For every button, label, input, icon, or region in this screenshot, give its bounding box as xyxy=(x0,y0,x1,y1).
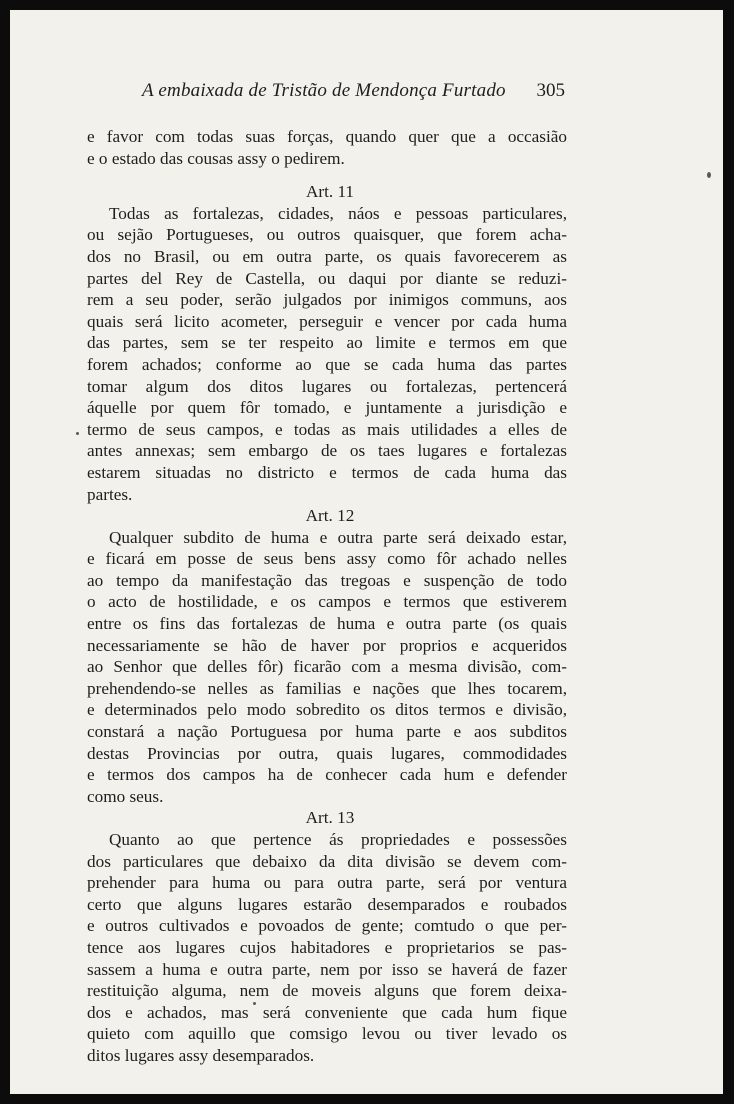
article-12-heading: Art. 12 xyxy=(305,506,355,526)
text-line: rem a seu poder, serão julgados por inimigos communs, aos xyxy=(87,290,567,310)
text-line: quais será licito acometer, perseguir e vencer por cada huma xyxy=(87,311,567,331)
text-line: constará a nação Portuguesa por huma parte e aos subditos xyxy=(87,722,567,742)
text-line: das partes, sem se ter respeito ao limite e termos em que xyxy=(87,333,567,353)
text-line: antes annexas; sem embargo de os taes lugares e fortalezas xyxy=(87,441,567,461)
text-line: dos particulares que debaixo da dita divisão se devem com- xyxy=(87,851,567,871)
text-line: e ficará em posse de seus bens assy como fôr achado nelles xyxy=(87,549,567,569)
text-line: como seus. xyxy=(87,786,164,806)
body-text xyxy=(87,126,567,1067)
text-line: ao Senhor que delles fôr) ficarão com a mesma divisão, com- xyxy=(87,657,567,677)
running-title: A embaixada de Tristão de Mendonça Furtado xyxy=(142,80,506,101)
text-line: prehender para huma ou para outra parte, será por ventura xyxy=(87,873,567,893)
text-line: tomar algum dos ditos lugares ou fortalezas, pertencerá xyxy=(87,376,567,396)
text-line: termo de seus campos, e todas as mais utilidades a elles de xyxy=(87,419,567,439)
text-line: ou sejão Portugueses, ou outros quaisquer, que forem acha- xyxy=(87,225,567,245)
text-line: restituição alguma, nem de moveis alguns que forem deixa- xyxy=(87,981,567,1001)
text-line: e termos dos campos ha de conhecer cada hum e defender xyxy=(87,765,567,785)
text-line: entre os fins das fortalezas de huma e outra parte (os quais xyxy=(87,614,567,634)
text-line: Quanto ao que pertence ás propriedades e possessões xyxy=(109,830,567,849)
text-line: áquelle por quem fôr tomado, e juntamente a jurisdição e xyxy=(87,398,567,418)
text-line: dos e achados, mas será conveniente que cada hum fique xyxy=(87,1002,567,1022)
text-line: necessariamente se hão de haver por proprios e acqueridos xyxy=(87,635,567,655)
text-line: partes del Rey de Castella, ou daqui por diante se reduzi- xyxy=(87,268,567,288)
text-line: tence aos lugares cujos habitadores e proprietarios se pas- xyxy=(87,937,567,957)
text-line: e determinados pelo modo sobredito os ditos termos e divisão, xyxy=(87,700,567,720)
article-11-heading: Art. 11 xyxy=(305,182,355,202)
text-line: dos no Brasil, ou em outra parte, os quais favorecerem as xyxy=(87,246,567,266)
text-line: Todas as fortalezas, cidades, náos e pessoas particulares, xyxy=(109,203,567,223)
text-line: quieto com aquillo que comsigo levou ou tiver levado os xyxy=(87,1024,567,1044)
text-line: e outros cultivados e povoados de gente; comtudo o que per- xyxy=(87,916,567,936)
paper-speck xyxy=(76,432,79,435)
running-head xyxy=(87,80,567,104)
text-line: sassem a huma e outra parte, nem por isso se haverá de fazer xyxy=(87,959,567,979)
text-line: Qualquer subdito de huma e outra parte será deixado estar, xyxy=(109,527,567,547)
text-line: forem achados; conforme ao que se cada huma das partes xyxy=(87,354,567,374)
text-line: ditos lugares assy desemparados. xyxy=(87,1045,315,1065)
text-line: destas Provincias por outra, quais lugares, commodidades xyxy=(87,743,567,763)
page-number: 305 xyxy=(536,80,565,101)
text-line: ao tempo da manifestação das tregoas e suspenção de todo xyxy=(87,570,567,590)
text-line: estarem situadas no districto e termos de cada huma das xyxy=(87,462,567,482)
text-line: partes. xyxy=(87,484,133,504)
text-line: certo que alguns lugares estarão desemparados e roubados xyxy=(87,894,567,914)
article-13-heading: Art. 13 xyxy=(305,808,355,828)
text-line: prehendendo-se nelles as familias e nações que lhes tocarem, xyxy=(87,678,567,698)
text-line: e o estado das cousas assy o pedirem. xyxy=(87,148,345,168)
book-page xyxy=(10,10,723,1094)
text-line: e favor com todas suas forças, quando quer que a occasião xyxy=(87,127,567,146)
paper-speck xyxy=(707,172,711,178)
text-line: o acto de hostilidade, e os campos e termos que estiverem xyxy=(87,592,567,612)
